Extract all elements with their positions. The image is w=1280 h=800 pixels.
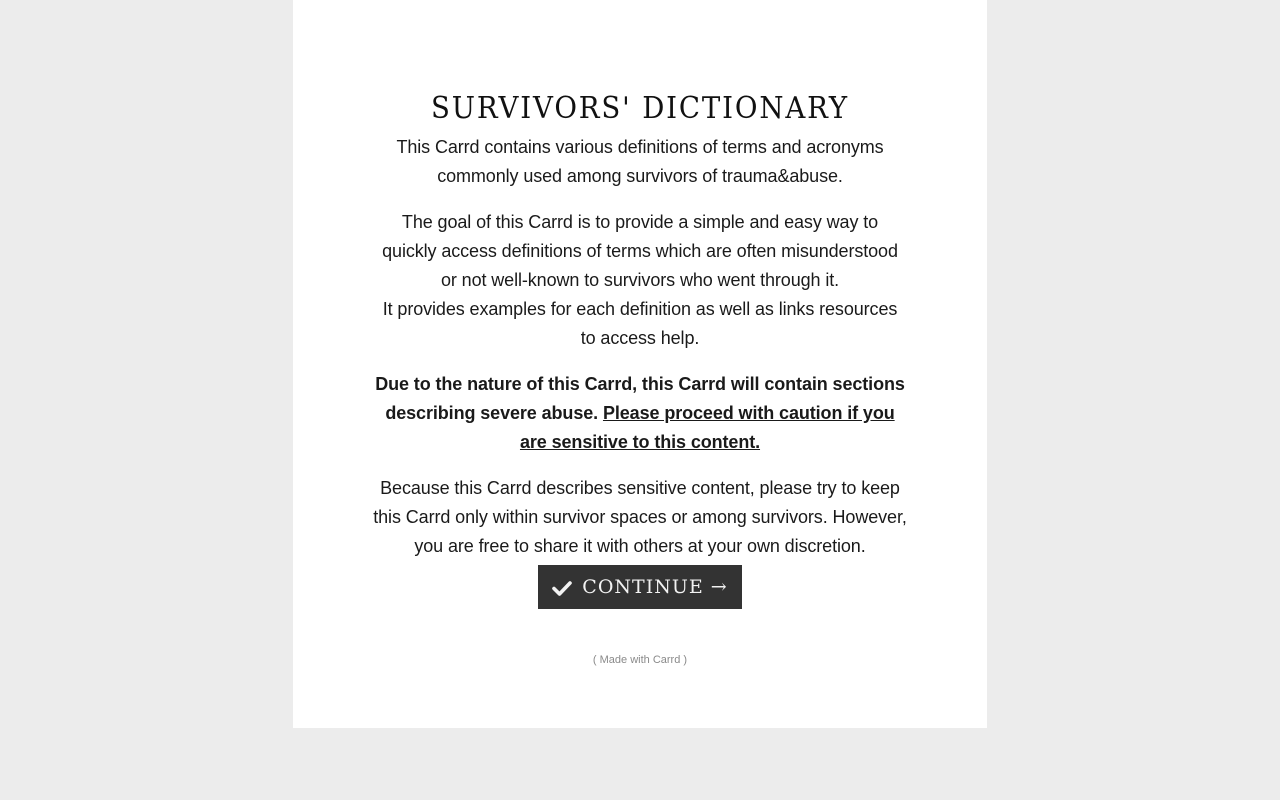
warning-emphasis: Please proceed with caution if you are sensitive to this content. [519,403,895,452]
page-title: SURVIVORS' DICTIONARY [431,91,849,126]
warning-paragraph [373,370,907,457]
continue-label: CONTINUE → [582,576,728,598]
warning-text: Due to the nature of this Carrd, this Carrd will contain sections describing severe abuse. [375,374,905,423]
goal-paragraph [373,208,907,353]
sharing-paragraph: Because this Carrd describes sensitive content, please try to keep this Carrd only within survivor spaces or among survivors. However, you are free to share it with others at your own discretion. [373,478,907,556]
intro-paragraph: This Carrd contains various definitions of terms and acronyms commonly used among survivors of trauma&abuse. [396,137,884,186]
content-column [373,88,907,667]
main-panel [293,0,987,728]
goal-line-2: It provides examples for each definition as well as links resources to access help. [382,299,898,348]
goal-line-1: The goal of this Carrd is to provide a simple and easy way to quickly access definitions of terms which are often misunderstood or not well-known to survivors who went through it. [382,212,898,290]
check-icon [552,579,572,595]
button-row [373,565,907,609]
continue-button[interactable] [538,565,742,609]
made-with-carrd-link[interactable]: ( Made with Carrd ) [592,654,688,666]
